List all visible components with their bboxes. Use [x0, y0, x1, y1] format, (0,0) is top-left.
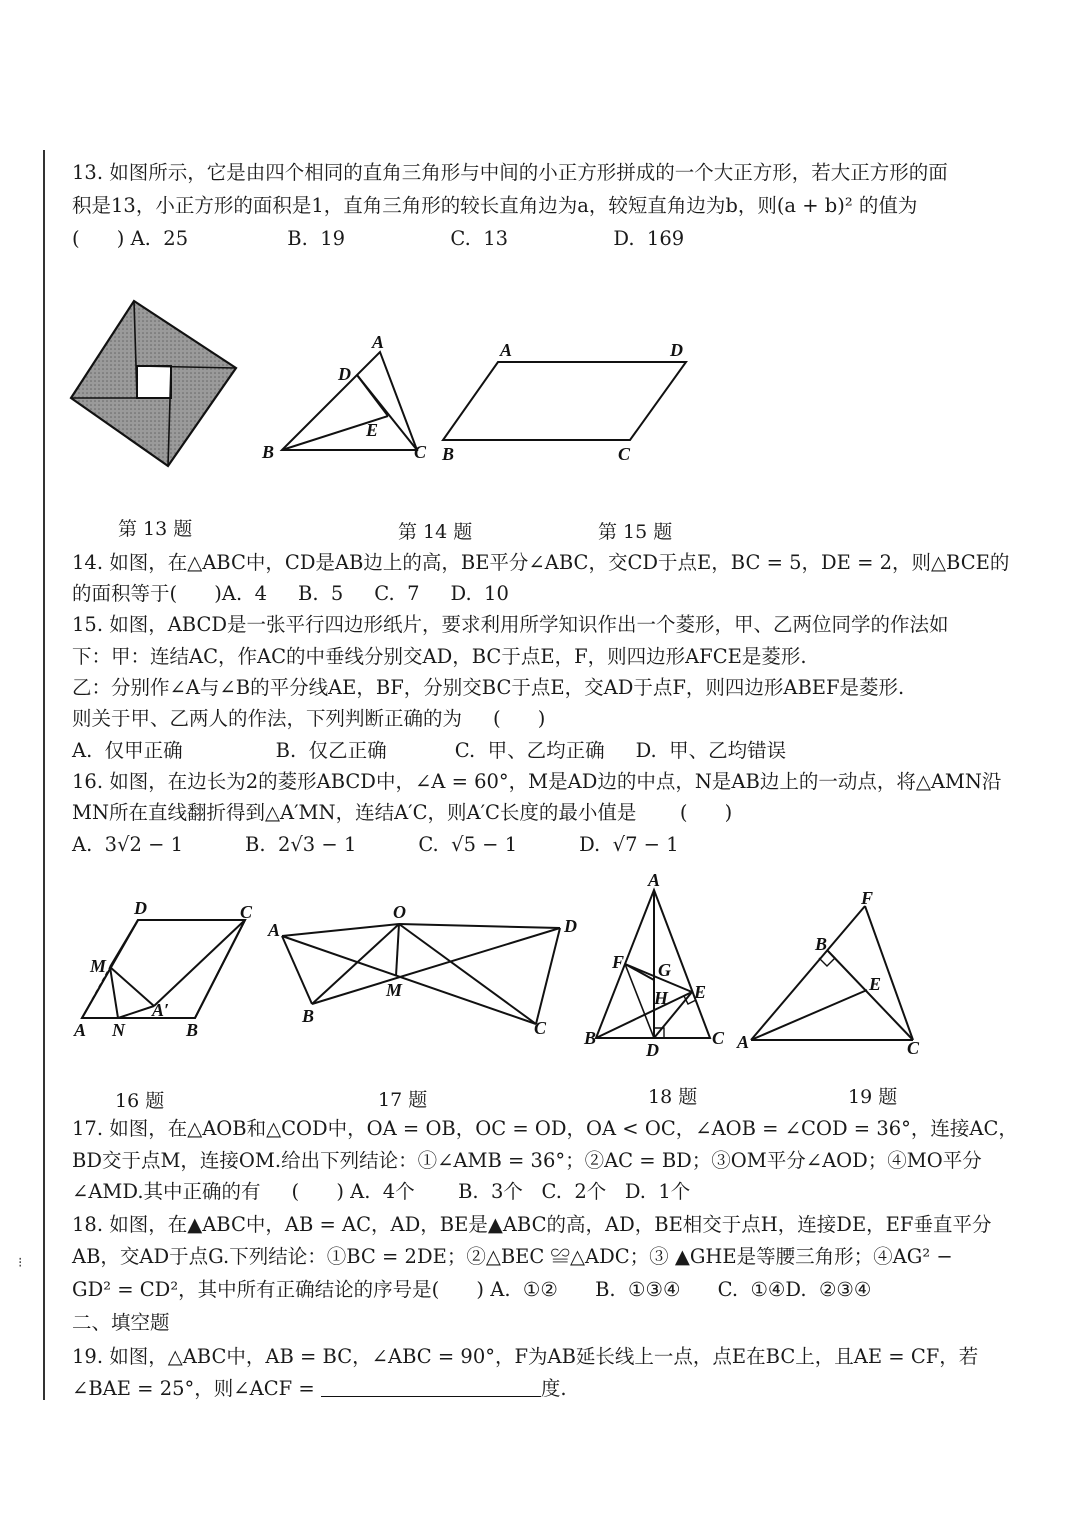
fig17-label-O: O — [393, 902, 406, 922]
q16-line-1: 16. 如图，在边长为2的菱形ABCD中，∠A = 60°，M是AD边的中点，N是AB边上的一动点，将△AMN沿 — [72, 770, 1002, 793]
caption-13: 第 13 题 — [118, 518, 193, 540]
fig17-label-C: C — [534, 1018, 547, 1038]
fig16-label-M: M — [90, 956, 107, 976]
fig18-label-G: G — [658, 960, 671, 980]
q16-options: A. 3√2 − 1 B. 2√3 − 1 C. √5 − 1 D. √7 − 1 — [72, 833, 679, 856]
fig19-label-B: B — [815, 934, 828, 954]
q15-line-1: 15. 如图，ABCD是一张平行四边形纸片，要求利用所学知识作出一个菱形，甲、乙两位同学的作法如 — [72, 613, 949, 636]
fig16-label-B: B — [186, 1020, 199, 1040]
q19-line-2-end: 度. — [540, 1377, 567, 1400]
fig16-label-N: N — [112, 1020, 125, 1040]
q13-line-1: 13. 如图所示，它是由四个相同的直角三角形与中间的小正方形拼成的一个大正方形，若大正方形的面 — [72, 161, 948, 184]
fig16-label-D: D — [134, 898, 147, 918]
q15-line-2: 下：甲：连结AC，作AC的中垂线分别交AD，BC于点E，F，则四边形AFCE是菱形. — [72, 645, 807, 668]
fig15-label-C: C — [618, 444, 631, 464]
fig18-label-C: C — [712, 1028, 725, 1048]
figure-17 — [266, 896, 591, 1046]
fig14-label-E: E — [366, 420, 379, 440]
fig16-label-A: A — [74, 1020, 87, 1040]
q19-line-2-start: ∠BAE = 25°，则∠ACF = — [72, 1377, 321, 1400]
fig14-label-C: C — [414, 442, 427, 462]
fig18-label-E: E — [694, 982, 707, 1002]
fig16-label-C: C — [240, 902, 253, 922]
fig15-label-A: A — [500, 340, 513, 360]
q17-line-1: 17. 如图，在△AOB和△COD中，OA = OB，OC = OD，OA < OC，∠AOB = ∠COD = 36°，连接AC， — [72, 1117, 1018, 1140]
q14-line-1: 14. 如图，在△ABC中，CD是AB边上的高，BE平分∠ABC，交CD于点E，BC = 5，DE = 2，则△BCE的 — [72, 551, 1010, 574]
q19-answer-blank[interactable] — [321, 1378, 541, 1397]
q19-line-2 — [72, 1376, 567, 1402]
figure-19 — [735, 888, 935, 1062]
fig18-label-A: A — [648, 870, 661, 890]
q15-options: A. 仅甲正确 B. 仅乙正确 C. 甲、乙均正确 D. 甲、乙均错误 — [72, 739, 787, 762]
fig17-label-B: B — [302, 1006, 315, 1026]
q17-options: ∠AMD.其中正确的有 ( ) A. 4个 B. 3个 C. 2个 D. 1个 — [72, 1180, 691, 1203]
caption-16: 16 题 — [115, 1090, 165, 1112]
q18-options: GD² = CD²，其中所有正确结论的序号是( ) A. ①② B. ①③④ C. ①④D. ②③④ — [72, 1278, 872, 1301]
figure-16 — [70, 900, 270, 1045]
fig19-label-F: F — [861, 888, 874, 908]
figure-14 — [262, 328, 442, 468]
binding-margin-line — [43, 150, 45, 1400]
caption-19: 19 题 — [848, 1086, 898, 1108]
q13-options: ( ) A. 25 B. 19 C. 13 D. 169 — [72, 227, 685, 250]
q15-line-4: 则关于甲、乙两人的作法，下列判断正确的为 ( ) — [72, 707, 546, 730]
q18-line-2: AB，交AD于点G.下列结论：①BC = 2DE；②△BEC ≌△ADC；③ ▲GHE是等腰三角形；④AG² − — [72, 1245, 953, 1268]
fig14-label-A: A — [372, 332, 385, 352]
fig18-label-D: D — [646, 1040, 659, 1060]
fig14-label-D: D — [338, 364, 351, 384]
fig16-label-A-prime: A′ — [152, 1000, 170, 1020]
q16-line-2: MN所在直线翻折得到△A′MN，连结A′C，则A′C长度的最小值是 ( ) — [72, 801, 733, 824]
q19-line-1: 19. 如图，△ABC中，AB = BC，∠ABC = 90°，F为AB延长线上一点，点E在BC上，且AE = CF，若 — [72, 1345, 979, 1368]
fig14-label-B: B — [262, 442, 275, 462]
fig18-label-H: H — [654, 988, 669, 1008]
figure-15 — [438, 336, 698, 466]
figure-18 — [582, 870, 732, 1060]
fig19-label-E: E — [869, 974, 882, 994]
q17-line-2: BD交于点M，连接OM.给出下列结论：①∠AMB = 36°；②AC = BD；③OM平分∠AOD；④MO平分 — [72, 1149, 982, 1172]
figure-13 — [66, 296, 241, 471]
caption-18: 18 题 — [648, 1086, 698, 1108]
fig15-label-B: B — [442, 444, 455, 464]
caption-15: 第 15 题 — [598, 521, 673, 543]
q13-line-2: 积是13，小正方形的面积是1，直角三角形的较长直角边为a，较短直角边为b，则(a + b)² 的值为 — [72, 194, 918, 217]
q15-line-3: 乙：分别作∠A与∠B的平分线AE，BF，分别交BC于点E，交AD于点F，则四边形ABEF是菱形. — [72, 676, 905, 699]
q14-line-2: 的面积等于( )A. 4 B. 5 C. 7 D. 10 — [72, 582, 509, 605]
fig17-label-D: D — [564, 916, 577, 936]
q18-line-1: 18. 如图，在▲ABC中，AB = AC，AD，BE是▲ABC的高，AD，BE相交于点H，连接DE，EF垂直平分 — [72, 1213, 992, 1236]
fig19-label-A: A — [737, 1032, 750, 1052]
fig17-label-M: M — [386, 980, 403, 1000]
fig18-label-F: F — [612, 952, 625, 972]
caption-17: 17 题 — [378, 1089, 428, 1111]
section-fill-in-heading: 二、填空题 — [72, 1311, 170, 1334]
caption-14: 第 14 题 — [398, 521, 473, 543]
fig19-label-C: C — [907, 1038, 920, 1058]
margin-mark: ⁝ — [18, 1255, 23, 1271]
fig17-label-A: A — [268, 920, 281, 940]
fig18-label-B: B — [584, 1028, 597, 1048]
fig15-label-D: D — [670, 340, 683, 360]
